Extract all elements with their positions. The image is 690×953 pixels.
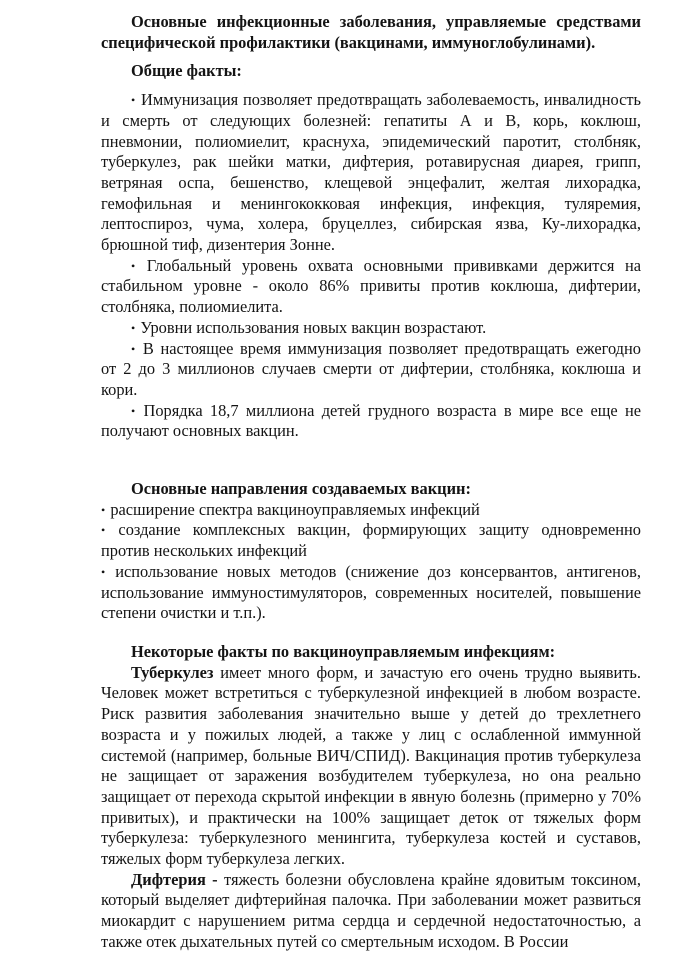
diphtheria-text: тяжесть болезни обусловлена крайне ядовитым токсином, который выделяет дифтерийная палочка. При заболевании может развиться миокардит с нарушением ритма сердца и сердечной недостаточностью, а также отек дыхательных путей со смертельным исходом. В России (101, 869, 642, 951)
bullet-icon: • (131, 403, 136, 418)
general-fact-text: Глобальный уровень охвата основными прививками держится на стабильном уровне - около 86% привиты против коклюша, дифтерии, столбняка, полиомиелита. (101, 255, 641, 317)
bullet-icon: • (131, 341, 136, 356)
direction-text: создание комплексных вакцин, формирующих защиту одновременно против нескольких инфекций (101, 520, 641, 561)
general-facts-heading: Общие факты: (131, 61, 242, 81)
direction-text: использование новых методов (снижение доз консервантов, антигенов, использование иммуностимуляторов, современных носителей, повышение степени очистки и т.п.). (101, 561, 641, 623)
general-fact-item (101, 401, 641, 442)
spacer (101, 82, 641, 90)
direction-item (101, 562, 641, 624)
general-fact-item (101, 90, 641, 256)
bullet-icon: • (131, 258, 136, 273)
diphtheria-paragraph (101, 870, 641, 953)
direction-item (101, 520, 641, 561)
infections-facts-heading: Некоторые факты по вакциноуправляемым инфекциям: (131, 641, 556, 661)
general-fact-item (101, 339, 641, 401)
vaccine-directions-heading: Основные направления создаваемых вакцин: (131, 479, 471, 499)
diphtheria-term: Дифтерия - (131, 869, 218, 889)
tuberculosis-term: Туберкулез (131, 662, 214, 682)
spacer (101, 624, 641, 642)
bullet-icon: • (101, 564, 106, 579)
bullet-icon: • (131, 320, 136, 335)
bullet-icon: • (131, 93, 136, 108)
document-title: Основные инфекционные заболевания, управляемые средствами специфической профилактики (вакцинами, иммуноглобулинами). (101, 12, 641, 52)
general-fact-item (101, 256, 641, 318)
tuberculosis-text: имеет много форм, и зачастую его очень трудно выявить. Человек может встретиться с туберкулезной инфекцией в любом возрасте. Риск развития заболевания значительно выше у детей до трехлетнего возраста и у пожилых людей, а также у лиц с ослабленной иммунной системой (например, больные ВИЧ/СПИД). Вакцинация против туберкулеза не защищает от заражения возбудителем туберкулеза, но она реально защищает от перехода скрытой инфекции в явную болезнь (примерно у 70% привитых), и практически на 100% защищает деток от тяжелых форм туберкулеза: туберкулезного менингита, туберкулеза костей и суставов, тяжелых форм туберкулеза легких. (101, 662, 641, 869)
general-fact-text: В настоящее время иммунизация позволяет предотвращать ежегодно от 2 до 3 миллионов случаев смерти от дифтерии, столбняка, коклюша и кори. (101, 338, 641, 399)
spacer (101, 53, 641, 61)
general-fact-text: Уровни использования новых вакцин возрастают. (140, 317, 487, 337)
tuberculosis-paragraph (101, 663, 641, 870)
bullet-icon: • (101, 523, 106, 538)
general-fact-text: Порядка 18,7 миллиона детей грудного возраста в мире все еще не получают основных вакцин. (101, 400, 641, 441)
document-page (101, 12, 641, 953)
spacer (101, 442, 641, 479)
direction-item (101, 500, 641, 521)
general-fact-item (101, 318, 641, 339)
direction-text: расширение спектра вакциноуправляемых инфекций (110, 499, 480, 519)
bullet-icon: • (101, 502, 106, 517)
general-fact-text: Иммунизация позволяет предотвращать заболеваемость, инвалидность и смерть от следующих болезней: гепатиты А и В, корь, коклюш, пневмонии, полиомиелит, краснуха, эпидемический паротит, столбняк, туберкулез, рак шейки матки, дифтерия, ротавирусная диарея, грипп, ветряная оспа, бешенство, клещевой энцефалит, желтая лихорадка, гемофильная и менингококковая инфекция, инфекция, туляремия, лептоспироз, чума, холера, бруцеллез, сибирская язва, Ку-лихорадка, брюшной тиф, дизентерия Зонне. (101, 90, 641, 255)
